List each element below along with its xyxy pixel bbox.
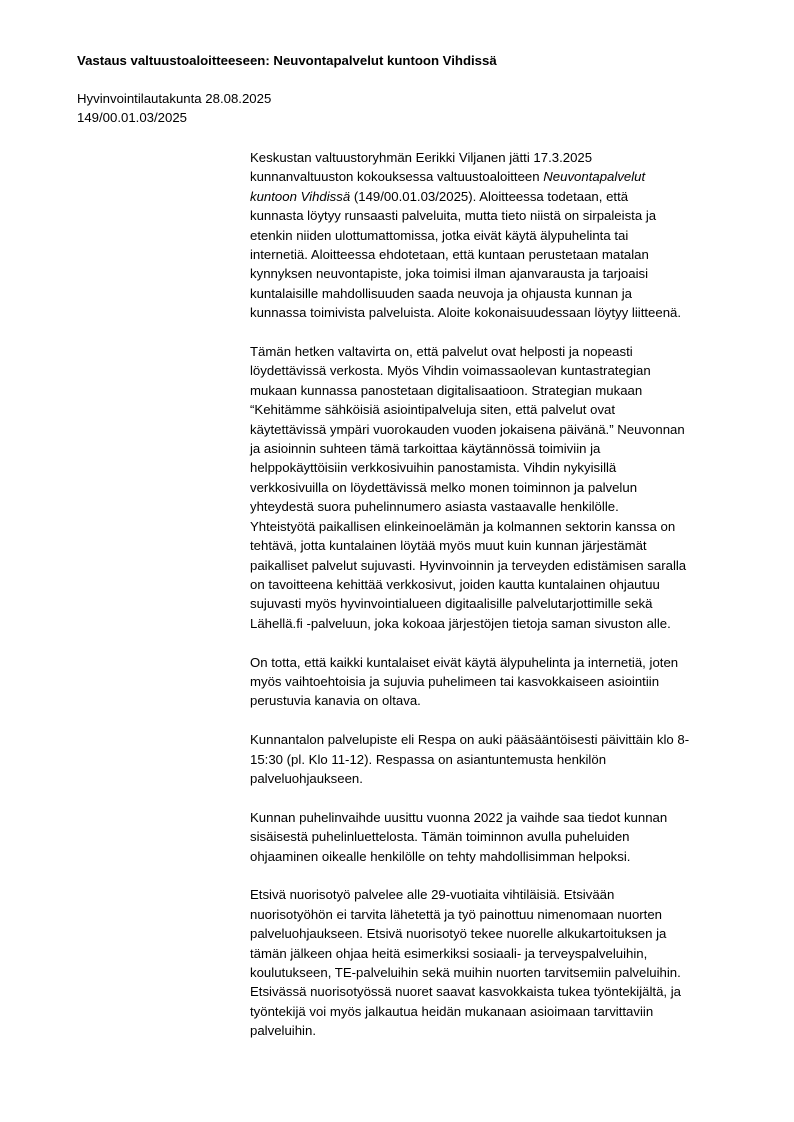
reference-number: 149/00.01.03/2025 <box>77 109 188 125</box>
text-line: palveluohjaukseen. Etsivä nuorisotyö tekee nuorelle alkukartoituksen ja <box>250 926 667 942</box>
committee-date: Hyvinvointilautakunta 28.08.2025 <box>77 91 272 106</box>
text-line: kuntoon Vihdissä (149/00.01.03/2025). Aloitteessa todetaan, että <box>250 188 629 204</box>
text-line: Lähellä.fi -palveluun, joka kokoaa järjestöjen tietoja saman sivuston alle. <box>250 615 671 631</box>
text-line: palveluohjaukseen. <box>250 770 363 786</box>
text-line: etenkin niiden ulottumattomissa, jotka eivät käytä älypuhelinta tai <box>250 227 629 243</box>
document-title: Vastaus valtuustoaloitteeseen: Neuvontapalvelut kuntoon Vihdissä <box>77 53 497 68</box>
text-line: kynnyksen neuvontapiste, joka toimisi ilman ajanvarausta ja tarjoaisi <box>250 266 649 282</box>
text-line: perustuvia kanavia on oltava. <box>250 693 421 709</box>
text-line: Yhteistyötä paikallisen elinkeinoelämän ja kolmannen sektorin kanssa on <box>250 518 676 534</box>
document-body <box>250 148 750 1060</box>
text-line: kunnassa toimivista palveluista. Aloite kokonaisuudessaan löytyy liitteenä. <box>250 305 682 321</box>
paragraph-5 <box>250 808 750 866</box>
text-line: ja asioinnin suhteen tämä tarkoittaa käytännössä toimiviin ja <box>250 441 601 457</box>
text-line: tämän jälkeen ohjaa heitä esimerkiksi sosiaali- ja terveyspalveluihin, <box>250 945 648 961</box>
text-line: verkkosivuilla on löydettävissä melko monen toiminnon ja palvelun <box>250 479 638 495</box>
text-line: Etsivä nuorisotyö palvelee alle 29-vuotiaita vihtiläisiä. Etsivään <box>250 887 615 903</box>
text-line: tehtävä, jotta kuntalainen löytää myös muut kuin kunnan järjestämät <box>250 538 647 554</box>
text-line: Kunnan puhelinvaihde uusittu vuonna 2022 ja vaihde saa tiedot kunnan <box>250 809 668 825</box>
text-line: palveluihin. <box>250 1023 316 1039</box>
text-line: koulutukseen, TE-palveluihin sekä muihin nuorten tarvitsemiin palveluihin. <box>250 964 681 980</box>
text-line: kunnasta löytyy runsaasti palveluita, mutta tieto niistä on sirpaleista ja <box>250 208 657 224</box>
text-line: kuntalaisille mahdollisuuden saada neuvoja ja ohjausta kunnan ja <box>250 285 632 301</box>
text-line: 15:30 (pl. Klo 11-12). Respassa on asiantuntemusta henkilön <box>250 751 607 767</box>
text-line: löydettävissä verkosta. Myös Vihdin voimassaolevan kuntastrategian <box>250 363 651 379</box>
text-line: yhteydestä suora puhelinnumero asiasta vastaavalle henkilölle. <box>250 499 619 515</box>
text-line: Kunnantalon palvelupiste eli Respa on auki pääsääntöisesti päivittäin klo 8- <box>250 732 690 748</box>
paragraph-6 <box>250 885 750 1040</box>
text-line: mukaan kunnassa panostetaan digitalisaatioon. Strategian mukaan <box>250 382 643 398</box>
paragraph-4 <box>250 730 750 788</box>
text-line: Tämän hetken valtavirta on, että palvelut ovat helposti ja nopeasti <box>250 344 633 360</box>
text-line: sujuvasti myös hyvinvointialueen digitaalisille palvelutarjottimille sekä <box>250 596 653 612</box>
text-line: helppokäyttöisiin verkkosivuihin panostamista. Vihdin nykyisillä <box>250 460 617 476</box>
document-meta <box>77 90 271 127</box>
text-line: On totta, että kaikki kuntalaiset eivät käytä älypuhelinta ja internetiä, joten <box>250 654 679 670</box>
text-line: sisäisestä puhelinluettelosta. Tämän toiminnon avulla puheluiden <box>250 829 630 845</box>
text-line: Keskustan valtuustoryhmän Eerikki Viljanen jätti 17.3.2025 <box>250 150 593 165</box>
text-line: ohjaaminen oikealle henkilölle on tehty mahdollisimman helpoksi. <box>250 848 631 864</box>
text-line: työntekijä voi myös jalkautua heidän mukanaan asioimaan tarvittaviin <box>250 1003 654 1019</box>
text-line: paikalliset palvelut sujuvasti. Hyvinvoinnin ja terveyden edistämisen saralla <box>250 557 687 573</box>
paragraph-1 <box>250 148 750 323</box>
text-line: kunnanvaltuuston kokouksessa valtuustoaloitteen Neuvontapalvelut <box>250 169 646 185</box>
text-line: internetiä. Aloitteessa ehdotetaan, että kuntaan perustetaan matalan <box>250 247 649 263</box>
text-line: myös vaihtoehtoisia ja sujuvia puhelimeen tai kasvokkaiseen asiointiin <box>250 673 660 689</box>
text-line: käytettävissä ympäri vuorokauden vuoden jokaisena päivänä.” Neuvonnan <box>250 421 685 437</box>
paragraph-3 <box>250 653 750 711</box>
paragraph-2 <box>250 342 750 633</box>
text-line: on tavoitteena kehittää verkkosivut, joiden kautta kuntalainen ohjautuu <box>250 576 660 592</box>
initiative-name-part: Neuvontapalvelut <box>543 169 646 185</box>
initiative-name-part: kuntoon Vihdissä <box>250 188 351 204</box>
text-line: “Kehitämme sähköisiä asiointipalveluja siten, että palvelut ovat <box>250 402 616 418</box>
text-line: Etsivässä nuorisotyössä nuoret saavat kasvokkaista tukea työntekijältä, ja <box>250 984 682 1000</box>
text-line: nuorisotyöhön ei tarvita lähetettä ja työ painottuu nimenomaan nuorten <box>250 906 663 922</box>
